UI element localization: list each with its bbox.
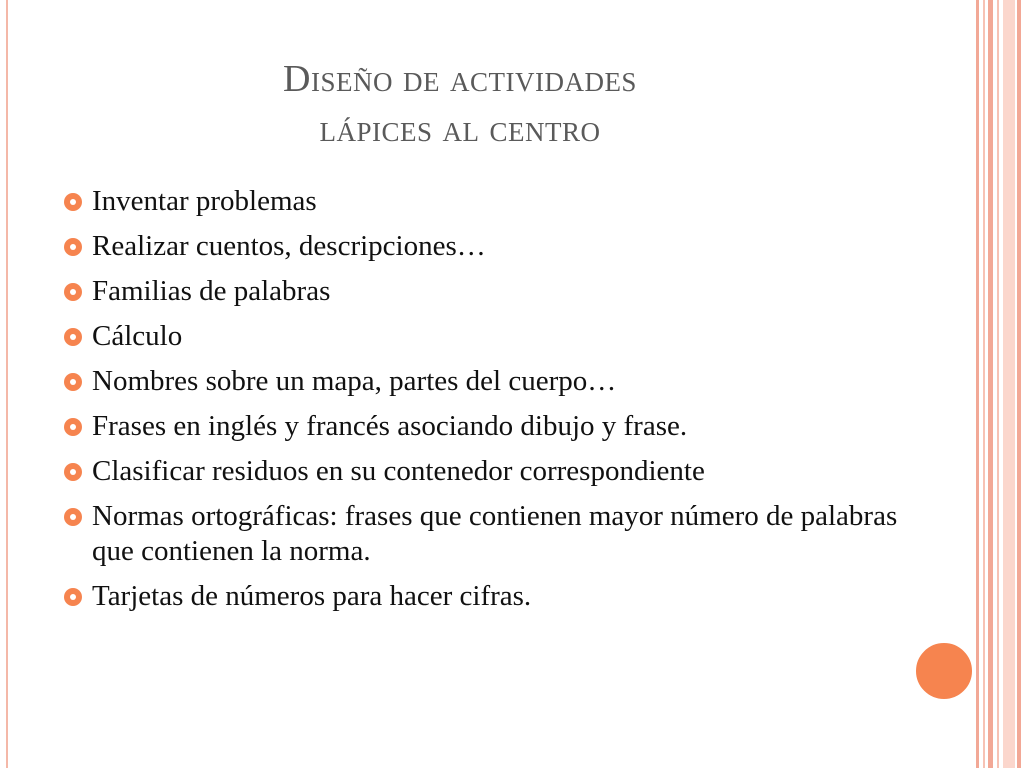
bullet-icon (64, 328, 82, 346)
list-item (60, 274, 900, 309)
list-item (60, 364, 900, 399)
list-item-text: Realizar cuentos, descripciones… (92, 230, 486, 262)
list-item (60, 229, 900, 264)
title-line-2: lápices al centro (319, 108, 601, 150)
bullet-icon (64, 508, 82, 526)
list-item (60, 409, 900, 444)
bullet-icon (64, 283, 82, 301)
decorative-circle-icon (913, 640, 975, 702)
title-line-1: Diseño de actividades (283, 58, 637, 100)
bullet-list (60, 184, 900, 624)
stripe (997, 0, 999, 768)
list-item (60, 499, 900, 569)
list-item (60, 579, 900, 614)
bullet-icon (64, 238, 82, 256)
stripe (1003, 0, 1015, 768)
bullet-icon (64, 193, 82, 211)
list-item-text: Clasificar residuos en su contenedor correspondiente (92, 455, 705, 487)
list-item-text: Familias de palabras (92, 275, 331, 307)
stripe (976, 0, 979, 768)
list-item-text: Tarjetas de números para hacer cifras. (92, 580, 532, 612)
list-item-text: Cálculo (92, 320, 183, 352)
list-item-text: Normas ortográficas: frases que contienen mayor número de palabras que contienen la norma. (92, 500, 898, 567)
stripe (983, 0, 985, 768)
slide-title (150, 54, 770, 154)
bullet-icon (64, 463, 82, 481)
bullet-icon (64, 418, 82, 436)
bullet-icon (64, 373, 82, 391)
stripe (1017, 0, 1021, 768)
stripe (988, 0, 993, 768)
list-item (60, 184, 900, 219)
list-item-text: Inventar problemas (92, 185, 317, 217)
list-item (60, 454, 900, 489)
left-border-line (6, 0, 8, 768)
list-item-text: Frases en inglés y francés asociando dibujo y frase. (92, 410, 688, 442)
list-item (60, 319, 900, 354)
list-item-text: Nombres sobre un mapa, partes del cuerpo… (92, 365, 617, 397)
bullet-icon (64, 588, 82, 606)
right-border-stripes (976, 0, 1024, 768)
